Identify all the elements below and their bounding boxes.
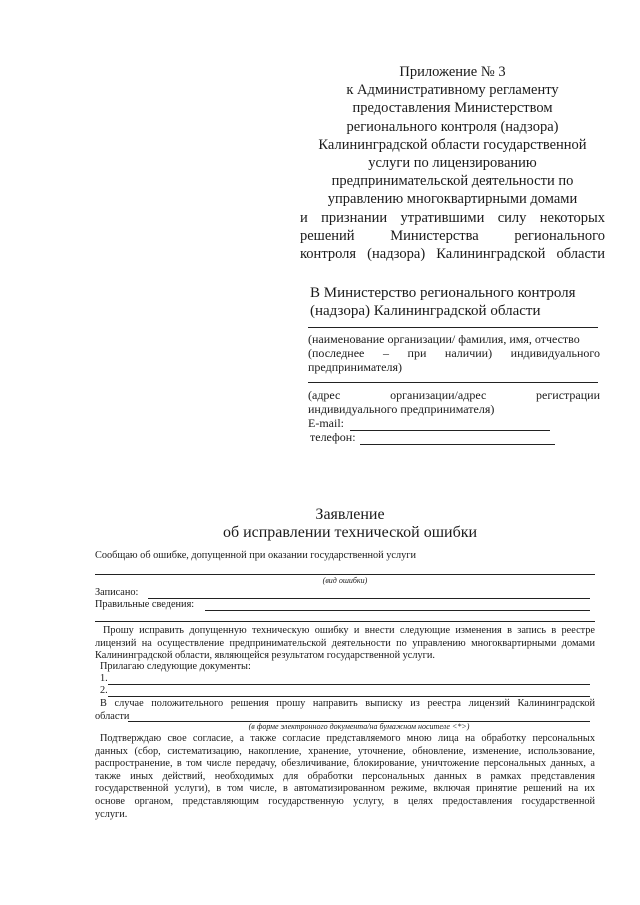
correct-info-field-2[interactable] (95, 621, 595, 622)
decision-line: области (95, 710, 130, 722)
request-line: лицензий на осуществление предпринимательской деятельности по управлению многоквартирными домами (95, 637, 595, 649)
appendix-line: к Административному регламенту (346, 82, 559, 99)
address-hint: индивидуального предпринимателя) (308, 402, 495, 416)
appendix-line: и признании утратившими силу некоторых (300, 209, 605, 226)
consent-line: распространение, в том числе передачу, обезличивание, блокирование, уничтожение персональных данных, а (95, 758, 595, 770)
document-number: 2. (100, 685, 108, 696)
org-name-hint: (наименование организации/ фамилия, имя, отчество (308, 332, 580, 346)
appendix-line: предоставления Министерством (352, 100, 553, 117)
address-hint: (адрес организации/адрес регистрации (308, 388, 600, 402)
written-label: Записано: (95, 587, 139, 598)
appendix-line: управлению многоквартирными домами (327, 191, 578, 208)
appendix-line: услуги по лицензированию (368, 155, 537, 172)
document-field-2[interactable] (108, 696, 590, 697)
appendix-line: предпринимательской деятельности по (331, 173, 574, 190)
consent-line: Подтверждаю свое согласие, а также согласие представляемого мною лица на обработку персональных (100, 733, 595, 744)
addressee-line: В Министерство регионального контроля (310, 285, 576, 301)
addressee-line: (надзора) Калининградской области (310, 303, 541, 319)
correct-info-label: Правильные сведения: (95, 599, 195, 610)
org-name-hint: предпринимателя) (308, 360, 402, 374)
appendix-line: Приложение № 3 (399, 64, 506, 80)
request-line: Калининградской области, являющейся результатом государственной услуги. (95, 650, 435, 662)
address-field[interactable] (308, 382, 598, 383)
consent-line: основе органом, представляющим государственную услугу, в целях предоставления государственной (95, 795, 595, 807)
decision-paragraph (95, 698, 595, 723)
error-kind-field[interactable] (95, 574, 595, 575)
delivery-form-hint: (в форме электронного документа/на бумажном носителе <*>) (248, 722, 470, 731)
decision-line: В случае положительного решения прошу направить выписку из реестра лицензий Калининградской (100, 698, 595, 709)
attachments-label: Прилагаю следующие документы: (100, 661, 251, 672)
document-title: Заявление (315, 506, 385, 523)
email-field[interactable] (350, 430, 550, 431)
report-error-text: Сообщаю об ошибке, допущенной при оказании государственной услуги (95, 550, 416, 561)
request-line: Прошу исправить допущенную техническую ошибку и внести следующие изменения в запись в реестре (103, 625, 595, 636)
phone-label: телефон: (310, 430, 356, 444)
appendix-line: контроля (надзора) Калининградской области (300, 246, 605, 263)
document-subtitle: об исправлении технической ошибки (222, 524, 478, 541)
org-name-field[interactable] (308, 327, 598, 328)
consent-line: данных (сбор, систематизацию, накопление, хранение, уточнение, обновление, изменение, использование, (95, 745, 595, 757)
phone-field[interactable] (360, 444, 555, 445)
consent-paragraph (95, 733, 595, 821)
appendix-header (300, 63, 605, 263)
appendix-line: решений Министерства регионального (300, 227, 605, 244)
document-number: 1. (100, 673, 108, 684)
email-label: E-mail: (308, 416, 344, 430)
appendix-line: регионального контроля (надзора) (346, 118, 559, 135)
error-kind-hint: (вид ошибки) (322, 576, 368, 585)
consent-line: услуги. (95, 808, 128, 820)
appendix-line: Калининградской области государственной (318, 136, 587, 153)
consent-line: государственной услуги), в том числе, в автоматизированном режиме, включая принятие решений на их (95, 783, 595, 795)
correct-info-field[interactable] (205, 610, 590, 611)
request-paragraph (95, 625, 595, 663)
org-name-hint: (последнее – при наличии) индивидуального (308, 346, 600, 360)
consent-line: также иных действий, необходимых для обработки персональных данных в рамках представления (95, 770, 595, 782)
document-field-1[interactable] (108, 684, 590, 685)
